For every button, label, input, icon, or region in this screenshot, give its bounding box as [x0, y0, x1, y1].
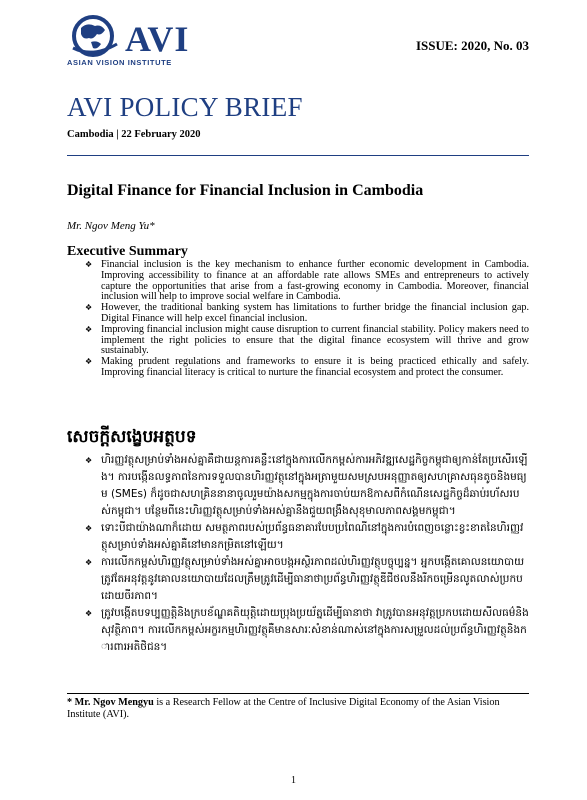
- dateline: Cambodia | 22 February 2020: [67, 129, 201, 140]
- khmer-summary-list: [85, 452, 529, 656]
- list-item-text: Making prudent regulations and frameworks to ensure it is being practiced ethically and safely. Improving financial literacy is critical to nurture the financial ecosystem and protect the consumer.: [101, 356, 529, 378]
- globe-icon: [67, 14, 123, 58]
- list-item-text: ការលើកកម្ពស់ហិរញ្ញវត្ថុសម្រាប់ទាំងអស់គ្នាអាចបង្កអស្ថិរភាពដល់ហិរញ្ញវត្ថុបច្ចុប្បន្ន។ អ្នកបង្កើតគោលនយោបាយត្រូវតែអនុវត្តនូវគោលនយោបាយដែលត្រឹមត្រូវដើម្បីធានាថាប្រព័ន្ធហិរញ្ញវត្ថុឌីជីថលនឹងរីកចម្រើនលូតលាស់ប្រកបដោយចីរភាព។: [101, 556, 525, 602]
- diamond-bullet-icon: ❖: [85, 558, 93, 567]
- page-header: [67, 12, 529, 72]
- footnote-divider: [67, 693, 529, 694]
- list-item: [85, 303, 529, 325]
- footnote-author: * Mr. Ngov Mengyu: [67, 697, 154, 708]
- diamond-bullet-icon: ❖: [85, 357, 93, 367]
- list-item: [85, 452, 529, 520]
- author-byline: Mr. Ngov Meng Yu*: [67, 220, 155, 232]
- diamond-bullet-icon: ❖: [85, 303, 93, 313]
- diamond-bullet-icon: ❖: [85, 609, 93, 618]
- khmer-summary-heading: សេចក្តីសង្ខេបអត្ថបទ: [67, 427, 197, 447]
- list-item-text: ហិរញ្ញវត្ថុសម្រាប់ទាំងអស់គ្នាគឺជាយន្តការគន្លឹះនៅក្នុងការលើកកម្ពស់ការអភិវឌ្ឍសេដ្ឋកិច្ចកម្ពុជាឲ្យកាន់តែប្រសើរឡើង។ ការបង្កើនលទ្ធភាពនៃការទទួលបានហិរញ្ញវត្ថុនៅក្នុងអត្រាមួយសមស្របអនុញ្ញាតឲ្យសហគ្រាសធុនតូចនិងមធ្យម (SMEs) ក៏ដូចជាសហគ្រិននានាចូលរួមយ៉ាងសកម្មក្នុងការចាប់យកឱកាសពីកំណើនសេដ្ឋកិច្ចដ៏ឆាប់រហ័សរបស់កម្ពុជា។ បន្ថែមពីនេះហិរញ្ញវត្ថុសម្រាប់ទាំងអស់គ្នានឹងជួយពង្រឹងសុខុមាលភាពសង្គមកម្ពុជា។: [101, 454, 528, 517]
- list-item: [85, 260, 529, 303]
- diamond-bullet-icon: ❖: [85, 324, 93, 334]
- executive-summary-heading: Executive Summary: [67, 244, 188, 259]
- logo-wordmark: AVI: [125, 19, 190, 59]
- header-divider: [67, 155, 529, 156]
- list-item-text: Financial inclusion is the key mechanism to enhance further economic development in Cambodia. Improving accessibility to finance at an affordable rate allows SMEs and entrepreneurs to actively capture the opportunities that arise from a fast-growing economy in Cambodia. Moreover, financial inclusion will help to improve social welfare in Cambodia.: [101, 259, 529, 303]
- list-item: [85, 357, 529, 379]
- list-item-text: However, the traditional banking system has limitations to further bridge the financial inclusion gap. Digital Finance will help excel financial inclusion.: [101, 302, 529, 324]
- footnote: [67, 697, 529, 721]
- executive-summary-list: [85, 260, 529, 379]
- list-item: [85, 605, 529, 656]
- list-item-text: Improving financial inclusion might cause disruption to current financial stability. Policy makers need to implement the right policies to ensure that the digital finance ecosystem will thrive and grow sustainably.: [101, 323, 529, 357]
- diamond-bullet-icon: ❖: [85, 456, 93, 465]
- avi-logo: [67, 12, 217, 72]
- list-item: [85, 520, 529, 554]
- list-item: [85, 325, 529, 357]
- brief-title: AVI POLICY BRIEF: [67, 92, 303, 122]
- list-item-text: ត្រូវបង្កើតបទប្បញ្ញត្តិនិងក្របខ័ណ្ឌគតិយុត្តិដោយប្រុងប្រយ័ត្នដើម្បីធានាថា វាត្រូវបានអនុវត្តប្រកបដោយសីលធម៌និងសុវត្ថិភាព។ ការលើកកម្ពស់អក្ខរកម្មហិរញ្ញវត្ថុគឺមានសារៈសំខាន់ណាស់នៅក្នុងការសម្រួលដល់ប្រព័ន្ធហិរញ្ញវត្ថុនិងការពារអតិថិជន។: [101, 607, 529, 653]
- issue-number: ISSUE: 2020, No. 03: [415, 38, 529, 53]
- diamond-bullet-icon: ❖: [85, 524, 93, 533]
- article-title: Digital Finance for Financial Inclusion in Cambodia: [67, 182, 424, 199]
- list-item-text: ទោះបីជាយ៉ាងណាក៏ដោយ សមត្ថភាពរបស់ប្រព័ន្ធធនាគារបែបប្រពៃណីនៅក្នុងការបំពេញចន្លោះខ្វះខាតនៃហិរញ្ញវត្ថុសម្រាប់ទាំងអស់គ្នាគឺនៅមានកម្រិតនៅឡើយ។: [101, 522, 524, 551]
- page-number: 1: [291, 775, 296, 786]
- list-item: [85, 554, 529, 605]
- footnote-text: is a Research Fellow at the Centre of Inclusive Digital Economy of the Asian Vision Institute (AVI).: [67, 697, 500, 720]
- diamond-bullet-icon: ❖: [85, 260, 93, 269]
- logo-subtitle: ASIAN VISION INSTITUTE: [67, 58, 172, 67]
